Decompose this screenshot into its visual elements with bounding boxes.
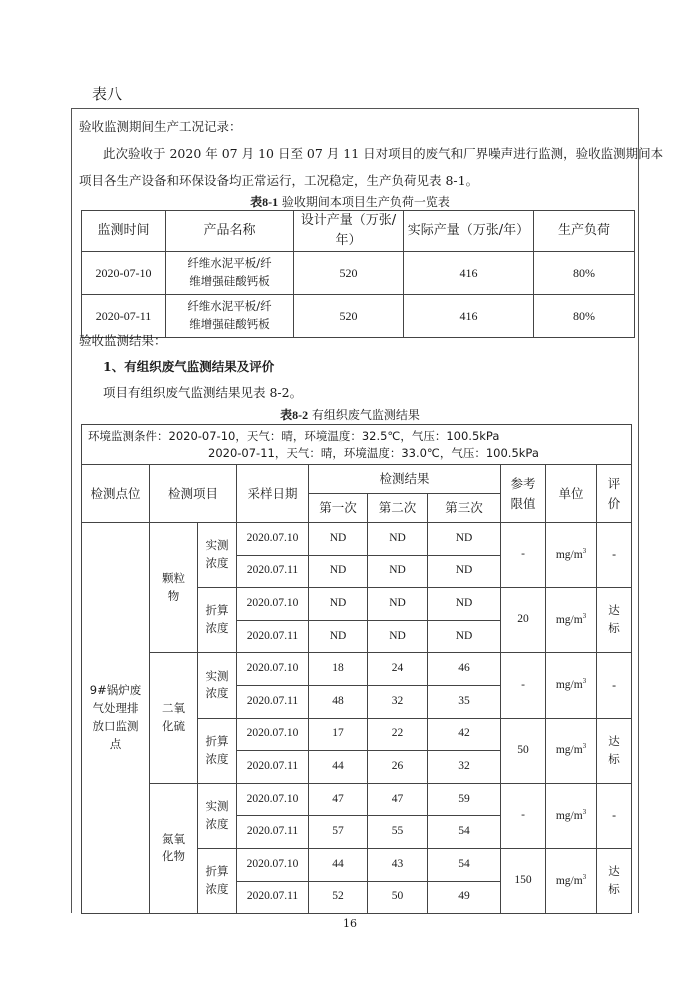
header-row-1: [82, 465, 632, 494]
header-design-output: 设计产量（万张/年）: [294, 211, 404, 252]
monitoring-point-cell: [82, 523, 150, 914]
sample-date-cell: 2020.07.10: [237, 848, 309, 881]
header-unit: 单位: [546, 465, 597, 523]
header-product-name: 产品名称: [166, 211, 294, 252]
pollutant-name-line2: 化硫: [162, 719, 185, 734]
header-date: 采样日期: [237, 465, 309, 523]
unit-exponent: 3: [582, 677, 587, 686]
type-line2: 浓度: [205, 686, 229, 701]
result-third-cell: ND: [428, 588, 501, 621]
env-line1: 环境监测条件：2020-07-10，天气：晴，环境温度：32.5℃，气压：100.5kPa: [88, 428, 500, 443]
header-actual-output: 实际产量（万张/年）: [404, 211, 534, 252]
header-second: 第二次: [368, 494, 428, 523]
env-line2: 2020-07-11，天气：晴，环境温度：33.0℃，气压：100.5kPa: [208, 445, 539, 460]
sample-date-cell: 2020.07.10: [237, 588, 309, 621]
eval-line1: -: [611, 677, 617, 692]
result-second-cell: ND: [368, 523, 428, 556]
header-results: 检测结果: [309, 465, 501, 494]
type-line1: 实测: [205, 799, 229, 814]
reference-limit-cell: 50: [501, 718, 546, 783]
result-second-cell: 50: [368, 881, 428, 914]
unit-exponent: 3: [582, 546, 587, 555]
cell-load: 80%: [534, 252, 635, 295]
result-second-cell: 22: [368, 718, 428, 751]
type-line2: 浓度: [205, 556, 229, 571]
table-row: [82, 653, 632, 686]
header-eval-line2: 价: [607, 495, 621, 511]
result-second-cell: 32: [368, 685, 428, 718]
section-title: 表八: [92, 85, 123, 103]
type-line1: 折算: [205, 864, 229, 879]
sample-date-cell: 2020.07.11: [237, 685, 309, 718]
result-first-cell: ND: [309, 555, 368, 588]
reference-limit-cell: -: [501, 523, 546, 588]
unit-exponent: 3: [582, 742, 587, 751]
result-third-cell: 35: [428, 685, 501, 718]
type-line2: 浓度: [205, 621, 229, 636]
table-row: [82, 783, 632, 816]
point-name-line: 气处理排: [92, 701, 139, 716]
eval-line1: 达: [608, 733, 620, 748]
sample-date-cell: 2020.07.10: [237, 718, 309, 751]
unit-base: mg/m: [555, 613, 583, 626]
result-first-cell: 44: [309, 751, 368, 784]
point-name-line: 点: [109, 736, 122, 751]
header-limit-line2: 限值: [510, 495, 536, 511]
production-paragraph-line2: 项目各生产设备和环保设备均正常运行，工况稳定，生产负荷见表 8-1。: [79, 173, 479, 188]
result-second-cell: 26: [368, 751, 428, 784]
reference-limit-cell: -: [501, 653, 546, 718]
evaluation-cell: [597, 653, 632, 718]
pollutant-name-line2: 化物: [162, 849, 185, 864]
production-heading: 验收监测期间生产工况记录：: [79, 119, 242, 134]
header-limit: [501, 465, 546, 523]
result-third-cell: ND: [428, 555, 501, 588]
type-line1: 折算: [205, 603, 229, 618]
sample-date-cell: 2020.07.11: [237, 816, 309, 849]
sample-date-cell: 2020.07.11: [237, 555, 309, 588]
reference-limit-cell: 150: [501, 848, 546, 913]
eval-line1: -: [611, 807, 617, 822]
result-third-cell: 59: [428, 783, 501, 816]
table-8-1: [81, 210, 635, 338]
table-8-1-caption-number: 表8-1: [250, 195, 279, 209]
eval-line2: 标: [608, 621, 620, 636]
result-first-cell: ND: [309, 588, 368, 621]
result-first-cell: 44: [309, 848, 368, 881]
header-item: 检测项目: [150, 465, 237, 523]
header-point: 检测点位: [82, 465, 150, 523]
table-8-2-caption: [0, 406, 700, 423]
evaluation-cell: [597, 783, 632, 848]
result-second-cell: 47: [368, 783, 428, 816]
unit-cell: [546, 848, 597, 913]
unit-base: mg/m: [555, 874, 583, 887]
cell-product: [166, 252, 294, 295]
result-third-cell: 49: [428, 881, 501, 914]
evaluation-cell: [597, 588, 632, 653]
table-8-2-caption-text: 有组织废气监测结果: [311, 408, 420, 422]
env-conditions-row: [82, 425, 632, 465]
eval-line1: 达: [608, 603, 620, 618]
evaluation-cell: [597, 848, 632, 913]
unit-exponent: 3: [582, 611, 587, 620]
type-line2: 浓度: [205, 751, 229, 766]
pollutant-name-line2: 物: [167, 588, 180, 603]
evaluation-cell: [597, 718, 632, 783]
result-first-cell: 52: [309, 881, 368, 914]
result-first-cell: 47: [309, 783, 368, 816]
table-8-2: [81, 424, 632, 914]
unit-base: mg/m: [555, 678, 583, 691]
concentration-type-cell: [198, 523, 237, 588]
concentration-type-cell: [198, 848, 237, 913]
pollutant-name-cell: [150, 523, 198, 653]
product-line1: 纤维水泥平板/纤: [187, 256, 272, 271]
pollutant-name-line1: 颗粒: [162, 570, 185, 585]
table-8-2-caption-number: 表8-2: [280, 408, 309, 422]
result-second-cell: ND: [368, 555, 428, 588]
unit-base: mg/m: [555, 744, 583, 757]
cell-date: 2020-07-10: [82, 252, 166, 295]
unit-exponent: 3: [582, 807, 587, 816]
concentration-type-cell: [198, 718, 237, 783]
results-paragraph: 项目有组织废气监测结果见表 8-2。: [103, 385, 303, 400]
unit-base: mg/m: [555, 548, 583, 561]
sample-date-cell: 2020.07.11: [237, 620, 309, 653]
result-first-cell: ND: [309, 523, 368, 556]
header-limit-line1: 参考: [510, 476, 536, 492]
point-name-line: 放口监测: [92, 719, 139, 734]
unit-cell: [546, 588, 597, 653]
eval-line1: 达: [608, 864, 620, 879]
result-third-cell: 42: [428, 718, 501, 751]
unit-cell: [546, 718, 597, 783]
type-line1: 折算: [205, 733, 229, 748]
results-subheading: 1、有组织废气监测结果及评价: [103, 359, 275, 374]
result-third-cell: ND: [428, 620, 501, 653]
result-first-cell: 48: [309, 685, 368, 718]
cell-product: [166, 295, 294, 338]
cell-date: 2020-07-11: [82, 295, 166, 338]
unit-cell: [546, 783, 597, 848]
type-line1: 实测: [205, 668, 229, 683]
unit-cell: [546, 523, 597, 588]
unit-base: mg/m: [555, 809, 583, 822]
pollutant-name-cell: [150, 653, 198, 783]
header-third: 第三次: [428, 494, 501, 523]
point-name-line: 9#锅炉废: [89, 683, 142, 698]
pollutant-name-line1: 二氧: [162, 701, 185, 716]
product-line2: 维增强硅酸钙板: [189, 317, 270, 332]
cell-design: 520: [294, 252, 404, 295]
concentration-type-cell: [198, 783, 237, 848]
header-eval-line1: 评: [607, 476, 621, 492]
table-row: [82, 252, 635, 295]
type-line1: 实测: [205, 538, 229, 553]
product-line1: 纤维水泥平板/纤: [187, 299, 272, 314]
sample-date-cell: 2020.07.11: [237, 881, 309, 914]
type-line2: 浓度: [205, 816, 229, 831]
reference-limit-cell: 20: [501, 588, 546, 653]
result-first-cell: 18: [309, 653, 368, 686]
result-third-cell: 54: [428, 816, 501, 849]
concentration-type-cell: [198, 653, 237, 718]
page-number: 16: [343, 917, 357, 930]
result-second-cell: 43: [368, 848, 428, 881]
results-heading: 验收监测结果：: [79, 333, 167, 348]
eval-line2: 标: [608, 882, 620, 897]
eval-line2: 标: [608, 751, 620, 766]
result-first-cell: 57: [309, 816, 368, 849]
result-third-cell: 32: [428, 751, 501, 784]
sample-date-cell: 2020.07.11: [237, 751, 309, 784]
cell-design: 520: [294, 295, 404, 338]
unit-exponent: 3: [582, 872, 587, 881]
evaluation-cell: [597, 523, 632, 588]
env-conditions-cell: [82, 425, 632, 465]
table-row: [82, 523, 632, 556]
pollutant-name-cell: [150, 783, 198, 913]
header-monitor-time: 监测时间: [82, 211, 166, 252]
result-third-cell: 54: [428, 848, 501, 881]
table-8-1-header-row: [82, 211, 635, 252]
unit-cell: [546, 653, 597, 718]
result-third-cell: ND: [428, 523, 501, 556]
pollutant-name-line1: 氮氧: [162, 831, 185, 846]
header-production-load: 生产负荷: [534, 211, 635, 252]
sample-date-cell: 2020.07.10: [237, 523, 309, 556]
cell-load: 80%: [534, 295, 635, 338]
cell-actual: 416: [404, 295, 534, 338]
sample-date-cell: 2020.07.10: [237, 783, 309, 816]
result-first-cell: ND: [309, 620, 368, 653]
table-8-1-caption: [0, 193, 700, 210]
sample-date-cell: 2020.07.10: [237, 653, 309, 686]
cell-actual: 416: [404, 252, 534, 295]
concentration-type-cell: [198, 588, 237, 653]
product-line2: 维增强硅酸钙板: [189, 274, 270, 289]
result-second-cell: 55: [368, 816, 428, 849]
header-evaluation: [597, 465, 632, 523]
result-third-cell: 46: [428, 653, 501, 686]
type-line2: 浓度: [205, 882, 229, 897]
result-first-cell: 17: [309, 718, 368, 751]
result-second-cell: ND: [368, 588, 428, 621]
header-first: 第一次: [309, 494, 368, 523]
table-8-1-caption-text: 验收期间本项目生产负荷一览表: [281, 195, 450, 209]
production-paragraph-line1: 此次验收于 2020 年 07 月 10 日至 07 月 11 日对项目的废气和厂界噪声进行监测，验收监测期间本: [103, 146, 664, 161]
result-second-cell: ND: [368, 620, 428, 653]
reference-limit-cell: -: [501, 783, 546, 848]
eval-line1: -: [611, 547, 617, 562]
result-second-cell: 24: [368, 653, 428, 686]
